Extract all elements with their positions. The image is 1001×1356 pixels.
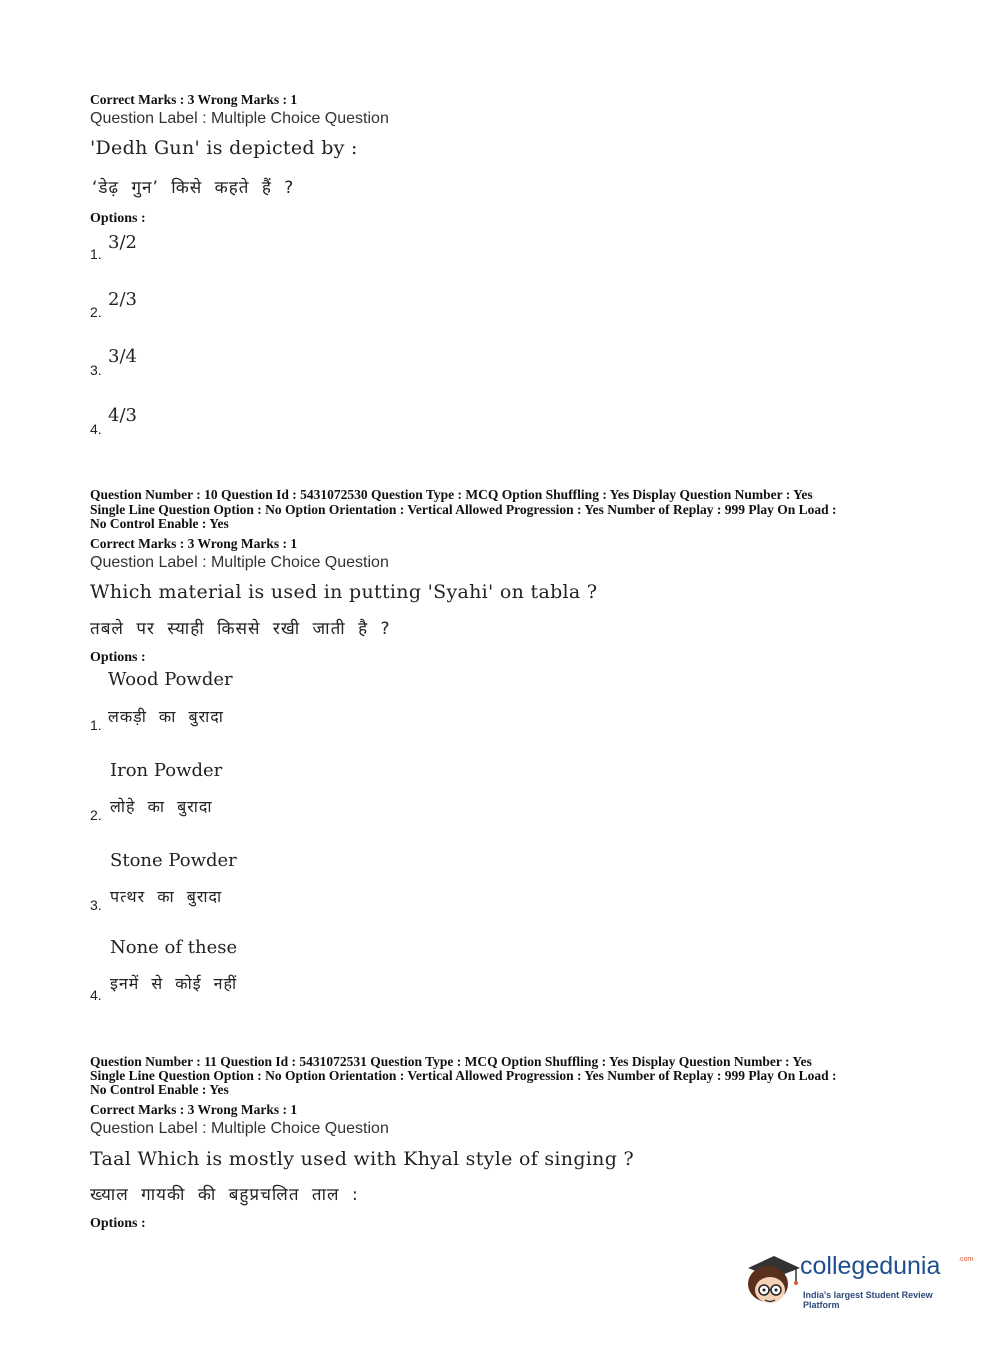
q11-label: Question Label : Multiple Choice Question: [90, 1120, 389, 1137]
logo-wordmark: collegedunia: [800, 1252, 941, 1280]
q9-option-3-number: 3.: [90, 362, 102, 378]
q10-option-3-hi[interactable]: पत्थर का बुरादा: [110, 887, 223, 906]
q9-options-label: Options :: [90, 211, 146, 226]
q10-option-2-hi[interactable]: लोहे का बुरादा: [110, 797, 213, 816]
q11-marks: Correct Marks : 3 Wrong Marks : 1: [90, 1102, 298, 1117]
logo-tagline: India's largest Student Review Platform: [803, 1290, 933, 1310]
q10-option-3-number: 3.: [90, 897, 102, 913]
q9-option-1-number: 1.: [90, 246, 102, 262]
q10-option-1-en[interactable]: Wood Powder: [108, 669, 233, 690]
q10-option-4-hi[interactable]: इनमें से कोई नहीं: [110, 974, 238, 993]
q9-option-2-value[interactable]: 2/3: [108, 289, 137, 310]
q10-marks: Correct Marks : 3 Wrong Marks : 1: [90, 536, 298, 551]
q11-text-hi: ख्याल गायकी की बहुप्रचलित ताल :: [90, 1185, 359, 1205]
mascot-icon: [740, 1250, 802, 1310]
q10-meta-line-1: Question Number : 10 Question Id : 5431072530 Question Type : MCQ Option Shuffling : Yes Display Question Number : Yes: [90, 487, 813, 502]
q11-text-en: Taal Which is mostly used with Khyal style of singing ?: [90, 1148, 634, 1170]
q9-option-4-value[interactable]: 4/3: [108, 405, 137, 426]
q10-label: Question Label : Multiple Choice Question: [90, 554, 389, 571]
q11-meta-line-1: Question Number : 11 Question Id : 5431072531 Question Type : MCQ Option Shuffling : Yes Display Question Number : Yes: [90, 1054, 812, 1069]
q10-meta-line-3: No Control Enable : Yes: [90, 516, 229, 531]
q9-option-4-number: 4.: [90, 421, 102, 437]
q9-option-2-number: 2.: [90, 304, 102, 320]
q10-options-label: Options :: [90, 650, 146, 665]
q9-text-en: 'Dedh Gun' is depicted by :: [90, 137, 358, 159]
q9-marks: Correct Marks : 3 Wrong Marks : 1: [90, 92, 298, 107]
q9-option-1-value[interactable]: 3/2: [108, 232, 137, 253]
q10-meta-line-2: Single Line Question Option : No Option Orientation : Vertical Allowed Progression : Yes Number of Replay : 999 Play On Load :: [90, 502, 837, 517]
q11-options-label: Options :: [90, 1216, 146, 1231]
q10-option-4-number: 4.: [90, 987, 102, 1003]
q10-option-2-en[interactable]: Iron Powder: [110, 760, 223, 781]
q10-option-3-en[interactable]: Stone Powder: [110, 850, 237, 871]
q11-meta-line-3: No Control Enable : Yes: [90, 1082, 229, 1097]
q9-text-hi: ‘डेढ़ गुन’ किसे कहते हैं ?: [92, 178, 295, 198]
logo-domain: .com: [958, 1256, 974, 1263]
collegedunia-logo[interactable]: [740, 1250, 974, 1310]
q9-option-3-value[interactable]: 3/4: [108, 346, 137, 367]
q10-option-1-number: 1.: [90, 717, 102, 733]
q10-option-2-number: 2.: [90, 807, 102, 823]
q10-text-en: Which material is used in putting 'Syahi' on tabla ?: [90, 581, 598, 603]
q11-meta-line-2: Single Line Question Option : No Option Orientation : Vertical Allowed Progression : Yes Number of Replay : 999 Play On Load :: [90, 1068, 837, 1083]
q9-label: Question Label : Multiple Choice Question: [90, 110, 389, 127]
q10-text-hi: तबले पर स्याही किससे रखी जाती है ?: [90, 619, 391, 639]
q10-option-1-hi[interactable]: लकड़ी का बुरादा: [108, 707, 224, 726]
q10-option-4-en[interactable]: None of these: [110, 937, 238, 958]
